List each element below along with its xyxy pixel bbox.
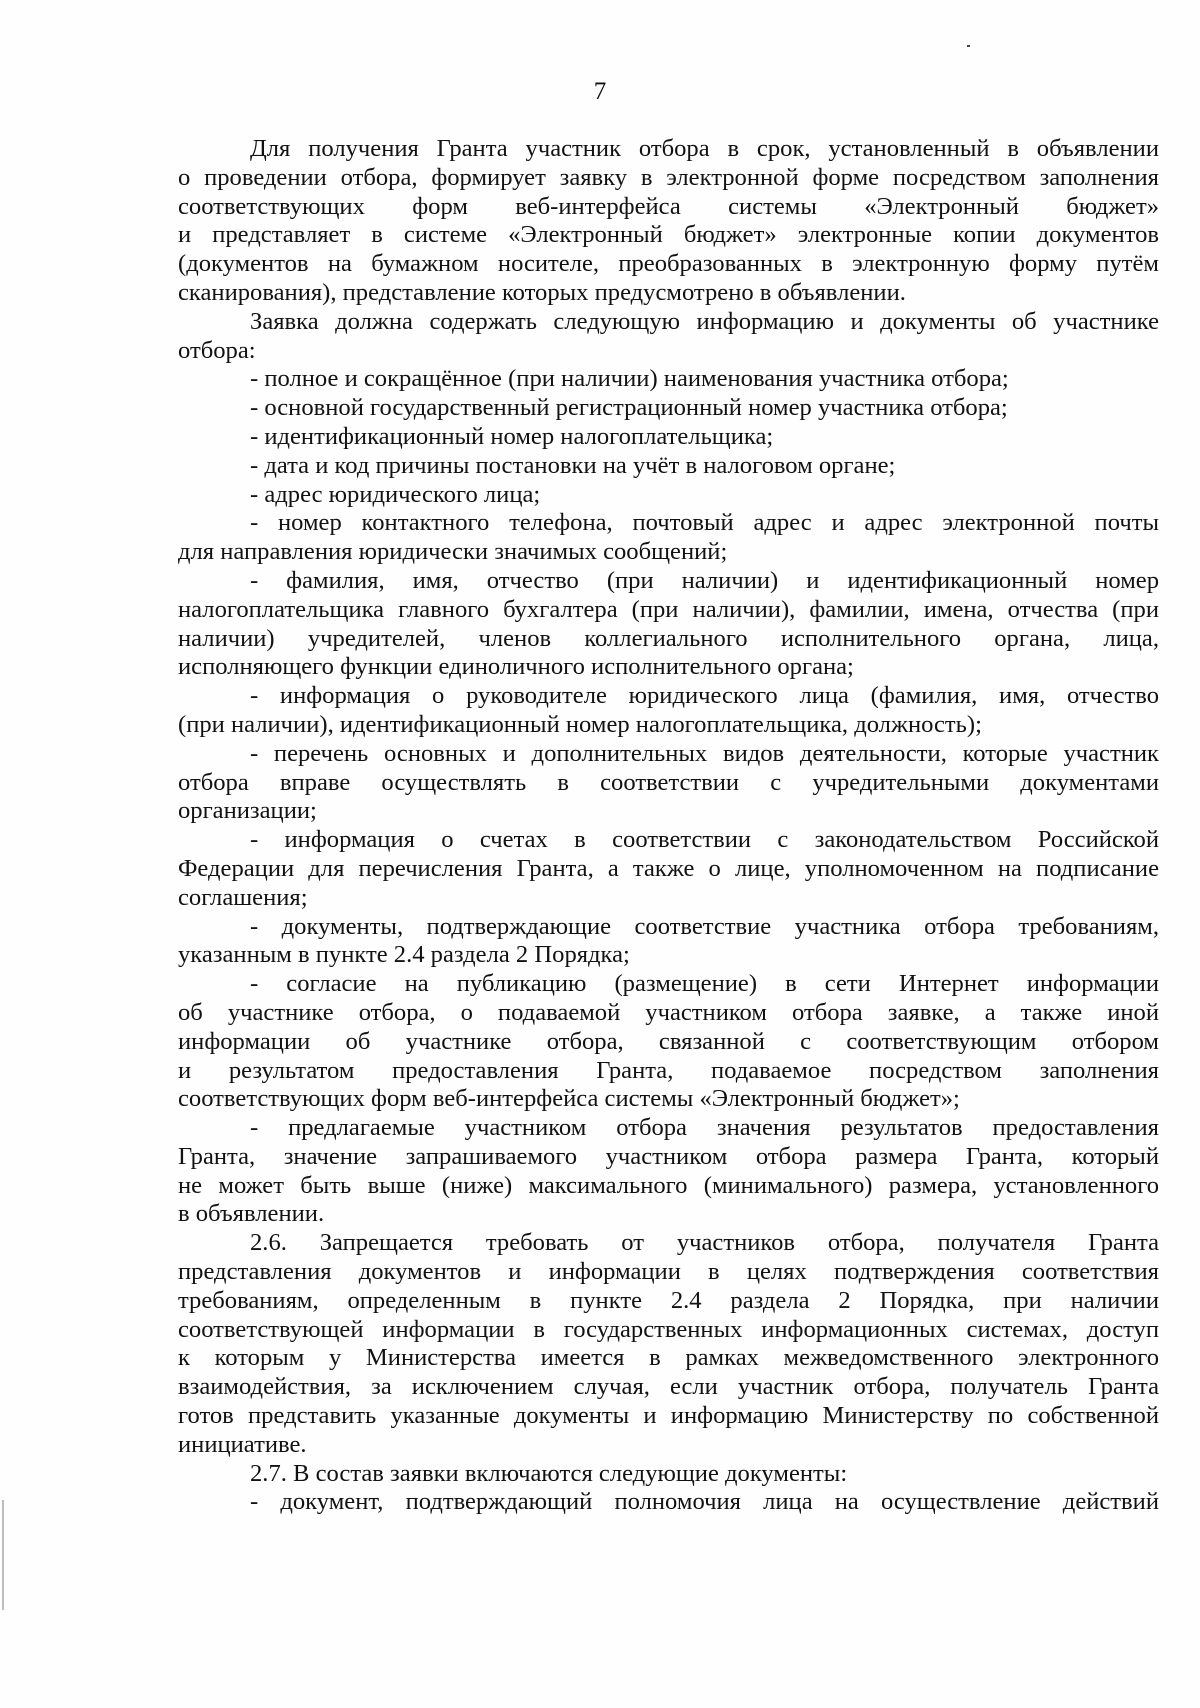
paragraph bbox=[178, 1229, 1159, 1459]
text-line: соглашения; bbox=[178, 883, 308, 911]
text-line: - основной государственный регистрационный номер участника отбора; bbox=[250, 394, 1008, 422]
text-line: отбора вправе осуществлять в соответствии с учредительными документами bbox=[178, 768, 1159, 796]
text-line: о проведении отбора, формирует заявку в электронной форме посредством заполнения bbox=[178, 163, 1159, 191]
text-line: в объявлении. bbox=[178, 1200, 325, 1228]
paragraph bbox=[178, 682, 1159, 740]
text-line: Федерации для перечисления Гранта, а также о лице, уполномоченном на подписание bbox=[178, 854, 1159, 882]
paragraph bbox=[178, 423, 1159, 452]
text-line: 2.7. В состав заявки включаются следующие документы: bbox=[250, 1459, 848, 1487]
text-line: представления документов и информации в целях подтверждения соответствия bbox=[178, 1258, 1159, 1286]
paragraph bbox=[178, 970, 1159, 1114]
paragraph bbox=[178, 1114, 1159, 1229]
text-line: и представляет в системе «Электронный бюджет» электронные копии документов bbox=[178, 221, 1159, 249]
text-line: информации об участнике отбора, связанной с соответствующим отбором bbox=[178, 1027, 1159, 1055]
text-line: отбора: bbox=[178, 336, 256, 364]
text-line: Гранта, значение запрашиваемого участником отбора размера Гранта, который bbox=[178, 1142, 1159, 1170]
paragraph bbox=[178, 135, 1159, 308]
text-line: соответствующей информации в государственных информационных системах, доступ bbox=[178, 1315, 1159, 1343]
text-line: - идентификационный номер налогоплательщика; bbox=[250, 422, 774, 450]
page-number: 7 bbox=[593, 78, 607, 105]
scan-edge-line bbox=[2, 1500, 4, 1610]
text-line: указанным в пункте 2.4 раздела 2 Порядка; bbox=[178, 941, 630, 969]
text-line: соответствующих форм веб-интерфейса системы «Электронный бюджет» bbox=[178, 192, 1159, 220]
text-line: инициативе. bbox=[178, 1430, 307, 1458]
text-line: - дата и код причины постановки на учёт в налоговом органе; bbox=[250, 451, 896, 479]
text-line: (документов на бумажном носителе, преобразованных в электронную форму путём bbox=[178, 250, 1159, 278]
text-line: соответствующих форм веб-интерфейса системы «Электронный бюджет»; bbox=[178, 1085, 960, 1113]
paragraph bbox=[178, 394, 1159, 423]
paragraph bbox=[178, 308, 1159, 366]
text-line: - документ, подтверждающий полномочия лица на осуществление действий bbox=[250, 1488, 1159, 1516]
text-line: организации; bbox=[178, 797, 317, 825]
text-line: и результатом предоставления Гранта, подаваемое посредством заполнения bbox=[178, 1056, 1159, 1084]
text-line: - номер контактного телефона, почтовый адрес и адрес электронной почты bbox=[250, 509, 1159, 537]
paragraph bbox=[178, 1488, 1159, 1517]
paragraph bbox=[178, 481, 1159, 510]
paragraph bbox=[178, 740, 1159, 826]
text-line: - согласие на публикацию (размещение) в сети Интернет информации bbox=[250, 970, 1159, 998]
scan-speck bbox=[967, 45, 970, 47]
text-line: наличии) учредителей, членов коллегиального исполнительного органа, лица, bbox=[178, 624, 1159, 652]
text-line: об участнике отбора, о подаваемой участником отбора заявке, а также иной bbox=[178, 998, 1159, 1026]
paragraph bbox=[178, 452, 1159, 481]
text-line: налогоплательщика главного бухгалтера (при наличии), фамилии, имена, отчества (при bbox=[178, 595, 1159, 623]
text-line: готов представить указанные документы и информацию Министерству по собственной bbox=[178, 1402, 1159, 1430]
text-line: не может быть выше (ниже) максимального (минимального) размера, установленного bbox=[178, 1171, 1159, 1199]
text-line: для направления юридически значимых сообщений; bbox=[178, 538, 728, 566]
text-line: исполняющего функции единоличного исполнительного органа; bbox=[178, 653, 854, 681]
text-line: - информация о руководителе юридического лица (фамилия, имя, отчество bbox=[250, 682, 1159, 710]
paragraph bbox=[178, 509, 1159, 567]
document-body bbox=[178, 135, 1159, 1517]
text-line: Для получения Гранта участник отбора в срок, установленный в объявлении bbox=[250, 135, 1159, 162]
paragraph bbox=[178, 567, 1159, 682]
text-line: сканирования), представление которых предусмотрено в объявлении. bbox=[178, 278, 906, 306]
text-line: - предлагаемые участником отбора значения результатов предоставления bbox=[250, 1114, 1159, 1142]
text-line: - полное и сокращённое (при наличии) наименования участника отбора; bbox=[250, 365, 1009, 393]
paragraph bbox=[178, 826, 1159, 912]
text-line: требованиям, определенным в пункте 2.4 раздела 2 Порядка, при наличии bbox=[178, 1286, 1159, 1314]
text-line: (при наличии), идентификационный номер налогоплательщика, должность); bbox=[178, 710, 982, 738]
text-line: - информация о счетах в соответствии с законодательством Российской bbox=[250, 826, 1159, 854]
text-line: - перечень основных и дополнительных видов деятельности, которые участник bbox=[250, 739, 1159, 767]
paragraph bbox=[178, 913, 1159, 971]
text-line: - документы, подтверждающие соответствие участника отбора требованиям, bbox=[250, 912, 1159, 940]
paragraph bbox=[178, 1460, 1159, 1489]
text-line: к которым у Министерства имеется в рамках межведомственного электронного bbox=[178, 1344, 1159, 1372]
text-line: 2.6. Запрещается требовать от участников отбора, получателя Гранта bbox=[250, 1229, 1159, 1257]
text-line: взаимодействия, за исключением случая, если участник отбора, получатель Гранта bbox=[178, 1373, 1159, 1401]
text-line: - фамилия, имя, отчество (при наличии) и идентификационный номер bbox=[250, 566, 1159, 594]
text-line: Заявка должна содержать следующую информацию и документы об участнике bbox=[250, 307, 1159, 335]
text-line: - адрес юридического лица; bbox=[250, 480, 541, 508]
paragraph bbox=[178, 365, 1159, 394]
